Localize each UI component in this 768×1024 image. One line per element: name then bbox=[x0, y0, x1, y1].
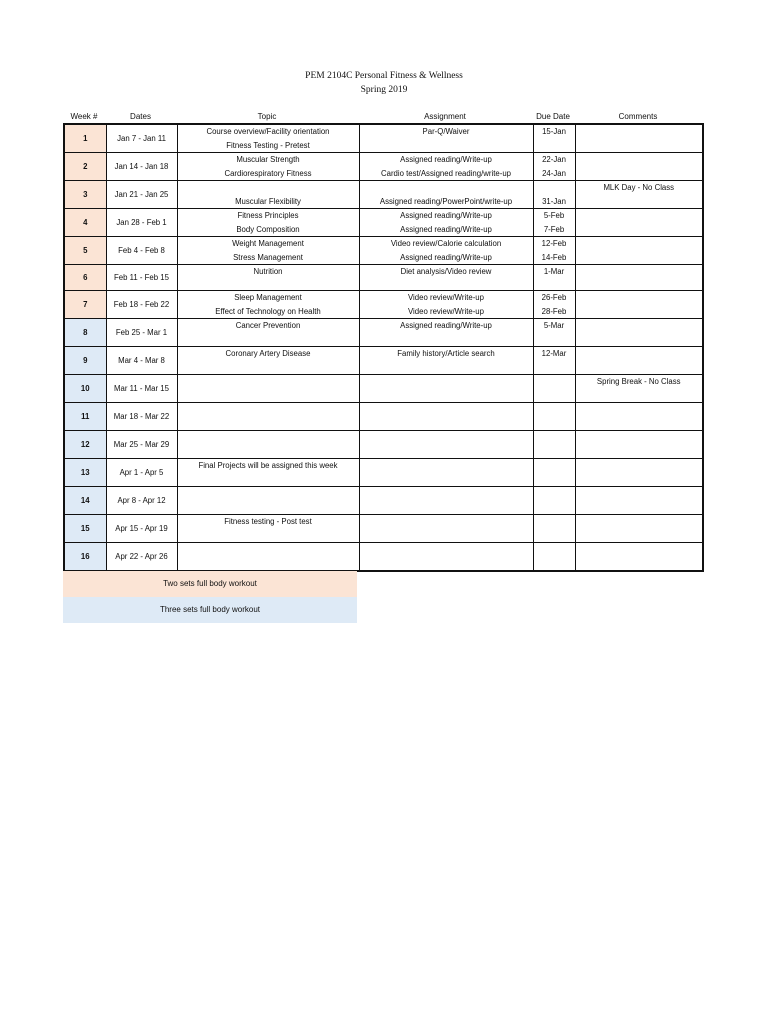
assignment-line: Assigned reading/Write-up bbox=[400, 211, 492, 220]
cell-comments bbox=[575, 181, 703, 209]
assignment-line bbox=[360, 139, 533, 153]
cell-topic bbox=[177, 124, 359, 153]
due-line: 31-Jan bbox=[542, 196, 566, 206]
cell-assignment bbox=[359, 124, 533, 153]
cell-topic bbox=[177, 347, 359, 375]
topic-line: Cardiorespiratory Fitness bbox=[224, 168, 312, 178]
comments-line bbox=[576, 291, 703, 305]
topic-line: Fitness Testing - Pretest bbox=[226, 140, 310, 150]
cell-assignment bbox=[359, 347, 533, 375]
cell-comments bbox=[575, 431, 703, 459]
cell-assignment bbox=[359, 487, 533, 515]
assignment-line bbox=[360, 459, 533, 473]
comments-line bbox=[576, 403, 703, 417]
comments-line bbox=[576, 515, 703, 529]
due-line bbox=[534, 543, 575, 557]
week-number: 16 bbox=[64, 543, 106, 571]
cell-comments bbox=[575, 515, 703, 543]
comments-line bbox=[576, 487, 703, 501]
assignment-line bbox=[360, 403, 533, 417]
due-line bbox=[534, 459, 575, 473]
week-number: 14 bbox=[64, 487, 106, 515]
cell-due bbox=[533, 515, 575, 543]
cell-topic bbox=[177, 153, 359, 181]
comments-line bbox=[576, 195, 703, 209]
cell-comments bbox=[575, 543, 703, 571]
cell-assignment bbox=[359, 403, 533, 431]
comments-line bbox=[576, 153, 703, 167]
due-line bbox=[534, 431, 575, 445]
cell-comments bbox=[575, 403, 703, 431]
comments-line bbox=[576, 265, 703, 279]
due-line: 1-Mar bbox=[543, 267, 565, 276]
table-row bbox=[64, 237, 703, 265]
cell-assignment bbox=[359, 459, 533, 487]
assignment-line: Video review/Write-up bbox=[408, 306, 484, 316]
cell-topic bbox=[177, 265, 359, 291]
assignment-line bbox=[360, 181, 533, 195]
week-dates: Feb 18 - Feb 22 bbox=[106, 291, 177, 319]
week-dates: Mar 25 - Mar 29 bbox=[106, 431, 177, 459]
due-line: 14-Feb bbox=[541, 252, 567, 262]
cell-topic bbox=[177, 209, 359, 237]
due-line: 22-Jan bbox=[542, 155, 566, 164]
topic-line: Fitness Principles bbox=[237, 211, 299, 220]
assignment-line: Diet analysis/Video review bbox=[400, 267, 492, 276]
cell-due bbox=[533, 265, 575, 291]
cell-topic bbox=[177, 515, 359, 543]
week-number: 6 bbox=[64, 265, 106, 291]
cell-comments bbox=[575, 265, 703, 291]
cell-topic bbox=[177, 291, 359, 319]
cell-assignment bbox=[359, 515, 533, 543]
assignment-line: Assigned reading/Write-up bbox=[400, 321, 492, 330]
cell-due bbox=[533, 153, 575, 181]
col-header-week: Week # bbox=[70, 112, 98, 121]
cell-assignment bbox=[359, 543, 533, 571]
comments-line bbox=[576, 319, 703, 333]
due-line bbox=[534, 487, 575, 501]
col-header-assignment: Assignment bbox=[424, 112, 466, 121]
table-row bbox=[64, 459, 703, 487]
assignment-line: Assigned reading/Write-up bbox=[400, 224, 492, 234]
due-line bbox=[534, 375, 575, 389]
week-number: 12 bbox=[64, 431, 106, 459]
cell-comments bbox=[575, 237, 703, 265]
col-header-comments: Comments bbox=[618, 112, 658, 121]
table-row bbox=[64, 487, 703, 515]
cell-comments bbox=[575, 347, 703, 375]
comments-line bbox=[576, 139, 703, 153]
topic-line: Sleep Management bbox=[234, 293, 302, 302]
comments-line bbox=[576, 209, 703, 223]
cell-comments bbox=[575, 291, 703, 319]
cell-topic bbox=[177, 431, 359, 459]
cell-comments bbox=[575, 375, 703, 403]
cell-topic bbox=[177, 181, 359, 209]
term-label: Spring 2019 bbox=[360, 85, 408, 95]
col-header-due-date: Due Date bbox=[536, 112, 570, 121]
table-row bbox=[64, 403, 703, 431]
week-number: 9 bbox=[64, 347, 106, 375]
due-line: 5-Feb bbox=[543, 211, 565, 220]
cell-assignment bbox=[359, 265, 533, 291]
legend-two-sets: Two sets full body workout bbox=[63, 571, 357, 597]
due-line bbox=[534, 139, 575, 153]
table-row bbox=[64, 124, 703, 153]
comments-line bbox=[576, 431, 703, 445]
due-line: 28-Feb bbox=[541, 306, 567, 316]
week-dates: Jan 28 - Feb 1 bbox=[106, 209, 177, 237]
cell-assignment bbox=[359, 237, 533, 265]
week-dates: Mar 18 - Mar 22 bbox=[106, 403, 177, 431]
cell-due bbox=[533, 375, 575, 403]
cell-due bbox=[533, 431, 575, 459]
due-line: 24-Jan bbox=[542, 168, 566, 178]
assignment-line: Assigned reading/PowerPoint/write-up bbox=[379, 196, 513, 206]
cell-due bbox=[533, 403, 575, 431]
assignment-line bbox=[360, 515, 533, 529]
topic-line: Effect of Technology on Health bbox=[215, 306, 321, 316]
cell-due bbox=[533, 459, 575, 487]
cell-topic bbox=[177, 403, 359, 431]
topic-line: Muscular Flexibility bbox=[235, 196, 301, 206]
cell-comments bbox=[575, 319, 703, 347]
week-number: 4 bbox=[64, 209, 106, 237]
assignment-line: Video review/Write-up bbox=[408, 293, 484, 302]
assignment-line bbox=[360, 375, 533, 389]
table-row bbox=[64, 291, 703, 319]
week-dates: Feb 4 - Feb 8 bbox=[106, 237, 177, 265]
week-number: 2 bbox=[64, 153, 106, 181]
due-line bbox=[534, 403, 575, 417]
week-number: 1 bbox=[64, 124, 106, 153]
due-line: 12-Mar bbox=[541, 349, 567, 358]
cell-assignment bbox=[359, 181, 533, 209]
cell-topic bbox=[177, 319, 359, 347]
cell-due bbox=[533, 543, 575, 571]
table-row bbox=[64, 347, 703, 375]
assignment-line: Family history/Article search bbox=[397, 349, 495, 358]
week-dates: Mar 4 - Mar 8 bbox=[106, 347, 177, 375]
table-row bbox=[64, 375, 703, 403]
comments-line bbox=[576, 223, 703, 237]
comments-line bbox=[576, 125, 703, 139]
due-line: 15-Jan bbox=[542, 127, 566, 136]
comments-line bbox=[576, 459, 703, 473]
assignment-line: Video review/Calorie calculation bbox=[390, 239, 502, 248]
due-line bbox=[534, 515, 575, 529]
topic-line: Coronary Artery Disease bbox=[225, 349, 311, 358]
due-line: 7-Feb bbox=[543, 224, 565, 234]
cell-assignment bbox=[359, 319, 533, 347]
table-row bbox=[64, 515, 703, 543]
cell-comments bbox=[575, 209, 703, 237]
cell-due bbox=[533, 487, 575, 515]
week-number: 10 bbox=[64, 375, 106, 403]
table-row bbox=[64, 543, 703, 571]
assignment-line bbox=[360, 487, 533, 501]
week-number: 8 bbox=[64, 319, 106, 347]
assignment-line bbox=[360, 431, 533, 445]
table-row bbox=[64, 181, 703, 209]
assignment-line: Assigned reading/Write-up bbox=[400, 155, 492, 164]
comments-line bbox=[576, 237, 703, 251]
comments-line bbox=[576, 305, 703, 319]
due-line: 12-Feb bbox=[541, 239, 567, 248]
cell-assignment bbox=[359, 153, 533, 181]
week-dates: Apr 22 - Apr 26 bbox=[106, 543, 177, 571]
week-dates: Jan 7 - Jan 11 bbox=[106, 124, 177, 153]
topic-line: Cancer Prevention bbox=[235, 321, 301, 330]
topic-line bbox=[178, 403, 359, 417]
week-dates: Feb 25 - Mar 1 bbox=[106, 319, 177, 347]
legend-three-sets: Three sets full body workout bbox=[63, 597, 357, 623]
cell-due bbox=[533, 347, 575, 375]
comments-line bbox=[576, 251, 703, 265]
cell-topic bbox=[177, 237, 359, 265]
table-row bbox=[64, 265, 703, 291]
comments-line: Spring Break - No Class bbox=[596, 377, 681, 386]
topic-line: Weight Management bbox=[232, 239, 304, 248]
comments-line bbox=[576, 167, 703, 181]
week-dates: Jan 14 - Jan 18 bbox=[106, 153, 177, 181]
cell-topic bbox=[177, 487, 359, 515]
week-dates: Apr 1 - Apr 5 bbox=[106, 459, 177, 487]
comments-line: MLK Day - No Class bbox=[603, 183, 675, 192]
cell-due bbox=[533, 291, 575, 319]
topic-line: Course overview/Facility orientation bbox=[206, 127, 330, 136]
due-line: 5-Mar bbox=[543, 321, 565, 330]
comments-line bbox=[576, 347, 703, 361]
topic-line bbox=[178, 487, 359, 501]
table-row bbox=[64, 319, 703, 347]
assignment-line bbox=[360, 543, 533, 557]
due-line: 26-Feb bbox=[541, 293, 567, 302]
cell-due bbox=[533, 181, 575, 209]
cell-comments bbox=[575, 153, 703, 181]
week-dates: Feb 11 - Feb 15 bbox=[106, 265, 177, 291]
cell-topic bbox=[177, 459, 359, 487]
col-header-topic: Topic bbox=[257, 112, 277, 121]
week-dates: Apr 8 - Apr 12 bbox=[106, 487, 177, 515]
week-dates: Apr 15 - Apr 19 bbox=[106, 515, 177, 543]
table-row bbox=[64, 431, 703, 459]
topic-line: Body Composition bbox=[236, 224, 300, 234]
cell-due bbox=[533, 209, 575, 237]
week-number: 3 bbox=[64, 181, 106, 209]
topic-line bbox=[178, 375, 359, 389]
week-dates: Mar 11 - Mar 15 bbox=[106, 375, 177, 403]
cell-due bbox=[533, 237, 575, 265]
cell-assignment bbox=[359, 209, 533, 237]
topic-line: Final Projects will be assigned this week bbox=[198, 461, 338, 470]
table-row bbox=[64, 153, 703, 181]
topic-line bbox=[178, 431, 359, 445]
assignment-line: Cardio test/Assigned reading/write-up bbox=[380, 168, 511, 178]
topic-line bbox=[178, 543, 359, 557]
cell-assignment bbox=[359, 375, 533, 403]
cell-topic bbox=[177, 543, 359, 571]
schedule-table bbox=[63, 123, 704, 572]
week-number: 13 bbox=[64, 459, 106, 487]
week-number: 15 bbox=[64, 515, 106, 543]
week-dates: Jan 21 - Jan 25 bbox=[106, 181, 177, 209]
week-number: 7 bbox=[64, 291, 106, 319]
topic-line: Fitness testing - Post test bbox=[224, 517, 312, 526]
cell-topic bbox=[177, 375, 359, 403]
comments-line bbox=[576, 543, 703, 557]
topic-line: Muscular Strength bbox=[236, 155, 300, 164]
col-header-dates: Dates bbox=[130, 112, 151, 121]
topic-line: Stress Management bbox=[233, 252, 303, 262]
cell-due bbox=[533, 124, 575, 153]
table-row bbox=[64, 209, 703, 237]
cell-due bbox=[533, 319, 575, 347]
topic-line bbox=[178, 181, 359, 195]
course-title: PEM 2104C Personal Fitness & Wellness bbox=[305, 71, 463, 81]
assignment-line: Par-Q/Waiver bbox=[422, 127, 470, 136]
week-number: 5 bbox=[64, 237, 106, 265]
week-number: 11 bbox=[64, 403, 106, 431]
cell-assignment bbox=[359, 431, 533, 459]
assignment-line: Assigned reading/Write-up bbox=[400, 252, 492, 262]
cell-comments bbox=[575, 487, 703, 515]
cell-comments bbox=[575, 124, 703, 153]
cell-comments bbox=[575, 459, 703, 487]
due-line bbox=[534, 181, 575, 195]
topic-line: Nutrition bbox=[253, 267, 283, 276]
schedule-body bbox=[64, 124, 703, 571]
cell-assignment bbox=[359, 291, 533, 319]
